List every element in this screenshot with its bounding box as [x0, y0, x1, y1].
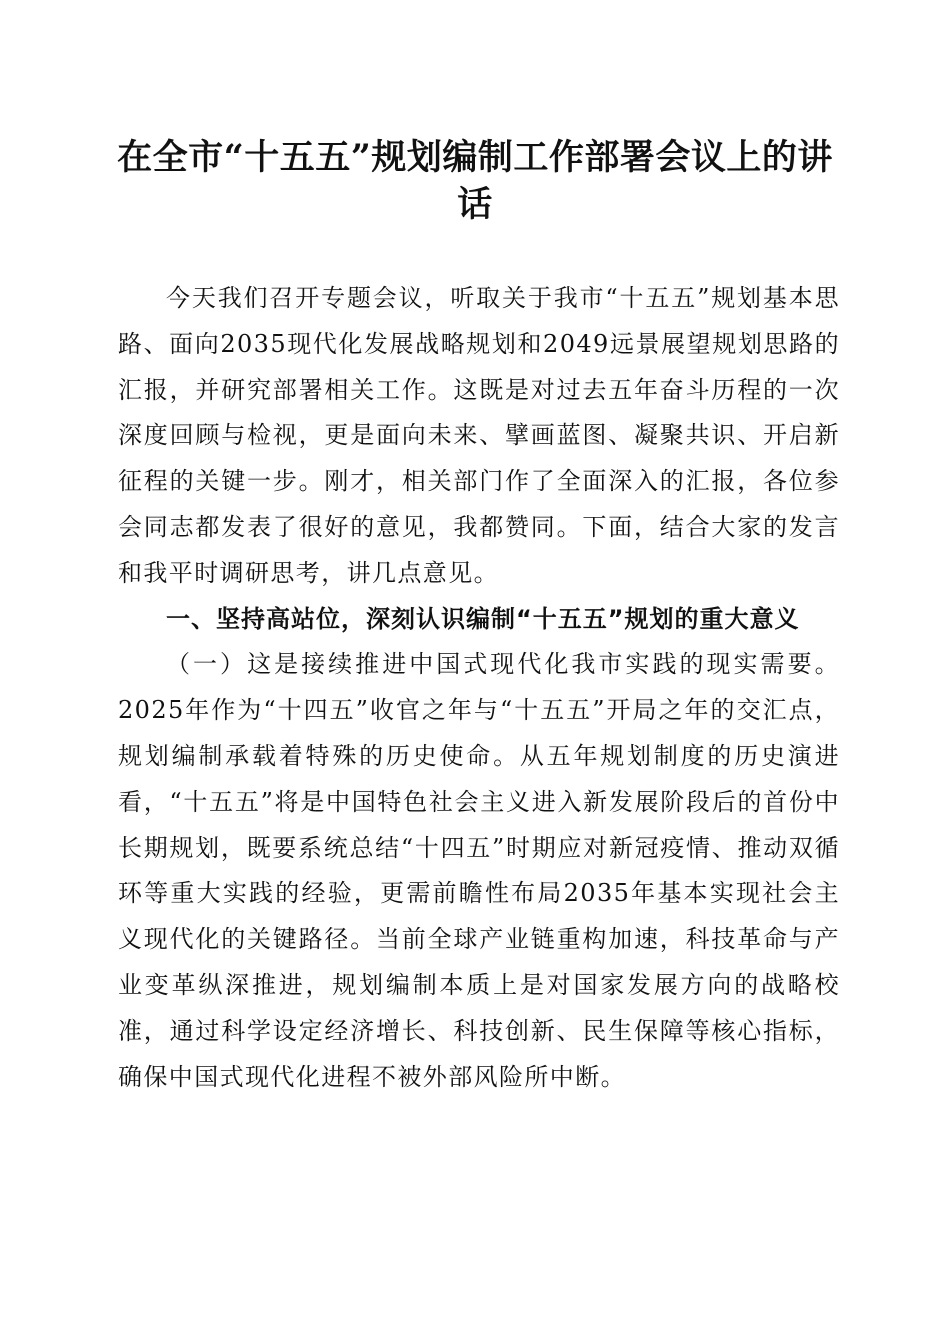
- page-title: 在全市“十五五”规划编制工作部署会议上的讲话: [117, 137, 833, 225]
- subsection-lead: （一）这是接续推进中国式现代化我市实践的现实需要。: [166, 650, 840, 679]
- subsection-paragraph-1: [118, 642, 840, 1100]
- intro-paragraph: 今天我们召开专题会议，听取关于我市“十五五”规划基本思路、面向2035现代化发展战略规划和2049远景展望规划思路的汇报，并研究部署相关工作。这既是对过去五年奋斗历程的一次深度回顾与检视，更是面向未来、擘画蓝图、凝聚共识、开启新征程的关键一步。刚才，相关部门作了全面深入的汇报，各位参会同志都发表了很好的意见，我都赞同。下面，结合大家的发言和我平时调研思考，讲几点意见。: [118, 284, 840, 587]
- subsection-text: 2025年作为“十四五”收官之年与“十五五”开局之年的交汇点，规划编制承载着特殊的历史使命。从五年规划制度的历史演进看，“十五五”将是中国特色社会主义进入新发展阶段后的首份中长期规划，既要系统总结“十四五”时期应对新冠疫情、推动双循环等重大实践的经验，更需前瞻性布局2035年基本实现社会主义现代化的关键路径。当前全球产业链重构加速，科技革命与产业变革纵深推进，规划编制本质上是对国家发展方向的战略校准，通过科学设定经济增长、科技创新、民生保障等核心指标，确保中国式现代化进程不被外部风险所中断。: [118, 696, 840, 1091]
- document-body: [118, 276, 840, 1100]
- section-heading-1: 一、坚持高站位，深刻认识编制“十五五”规划的重大意义: [166, 604, 800, 633]
